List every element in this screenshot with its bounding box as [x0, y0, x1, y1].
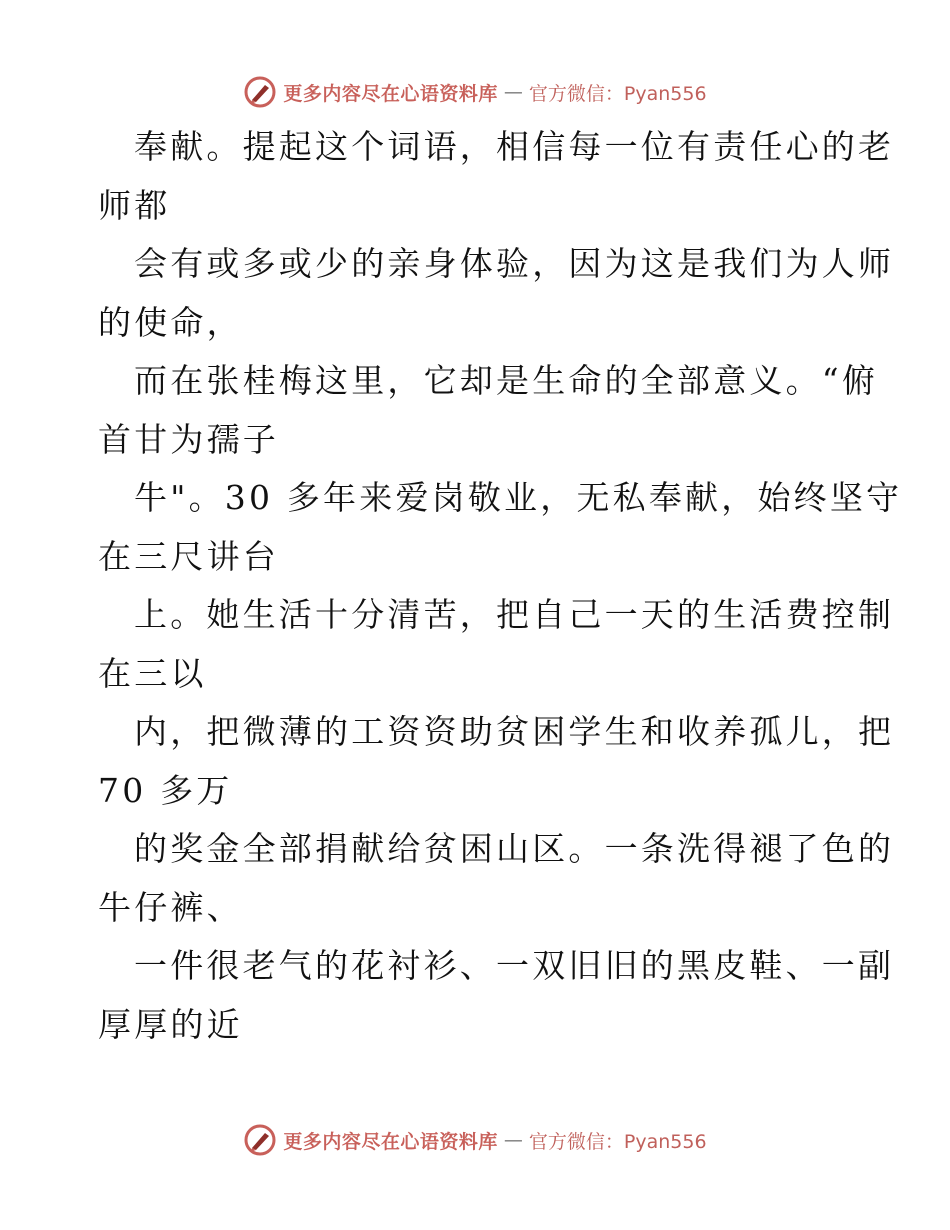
- body-line: 上。她生活十分清苦，把自己一天的生活费控制: [134, 595, 895, 634]
- footer-brand: 更多内容尽在心语资料库: [283, 1130, 498, 1153]
- header-banner: [0, 72, 950, 112]
- body-line: 在三以: [98, 653, 207, 693]
- footer-separator: —: [503, 1129, 523, 1151]
- body-line: 牛仔裤、: [98, 887, 243, 927]
- body-line: 在三尺讲台: [98, 536, 279, 576]
- pen-circle-logo-icon: [243, 1123, 277, 1157]
- body-line: 70 多万: [98, 770, 233, 810]
- body-line: 的奖金全部捐献给贫困山区。一条洗得褪了色的: [134, 829, 895, 868]
- body-line: 的使命，: [98, 302, 243, 342]
- header-wechat: 官方微信：Pyan556: [528, 82, 707, 105]
- body-line: 师都: [98, 185, 171, 225]
- header-separator: —: [503, 81, 523, 103]
- body-line: 内，把微薄的工资资助贫困学生和收养孤儿，把: [134, 712, 895, 751]
- body-line: 一件很老气的花衬衫、一双旧旧的黑皮鞋、一副: [134, 946, 895, 985]
- footer-banner: [0, 1120, 950, 1160]
- footer-wechat: 官方微信：Pyan556: [528, 1130, 707, 1153]
- body-line: 首甘为孺子: [98, 419, 279, 459]
- document-body: [98, 118, 903, 1054]
- body-line: 牛"。30 多年来爱岗敬业，无私奉献，始终坚守: [134, 478, 903, 517]
- pen-circle-logo-icon: [243, 75, 277, 109]
- body-line: 奉献。提起这个词语，相信每一位有责任心的老: [134, 127, 895, 166]
- body-line: 会有或多或少的亲身体验，因为这是我们为人师: [134, 244, 895, 283]
- body-line: 而在张桂梅这里，它却是生命的全部意义。“俯: [134, 361, 879, 400]
- header-brand: 更多内容尽在心语资料库: [283, 82, 498, 105]
- body-line: 厚厚的近: [98, 1004, 243, 1044]
